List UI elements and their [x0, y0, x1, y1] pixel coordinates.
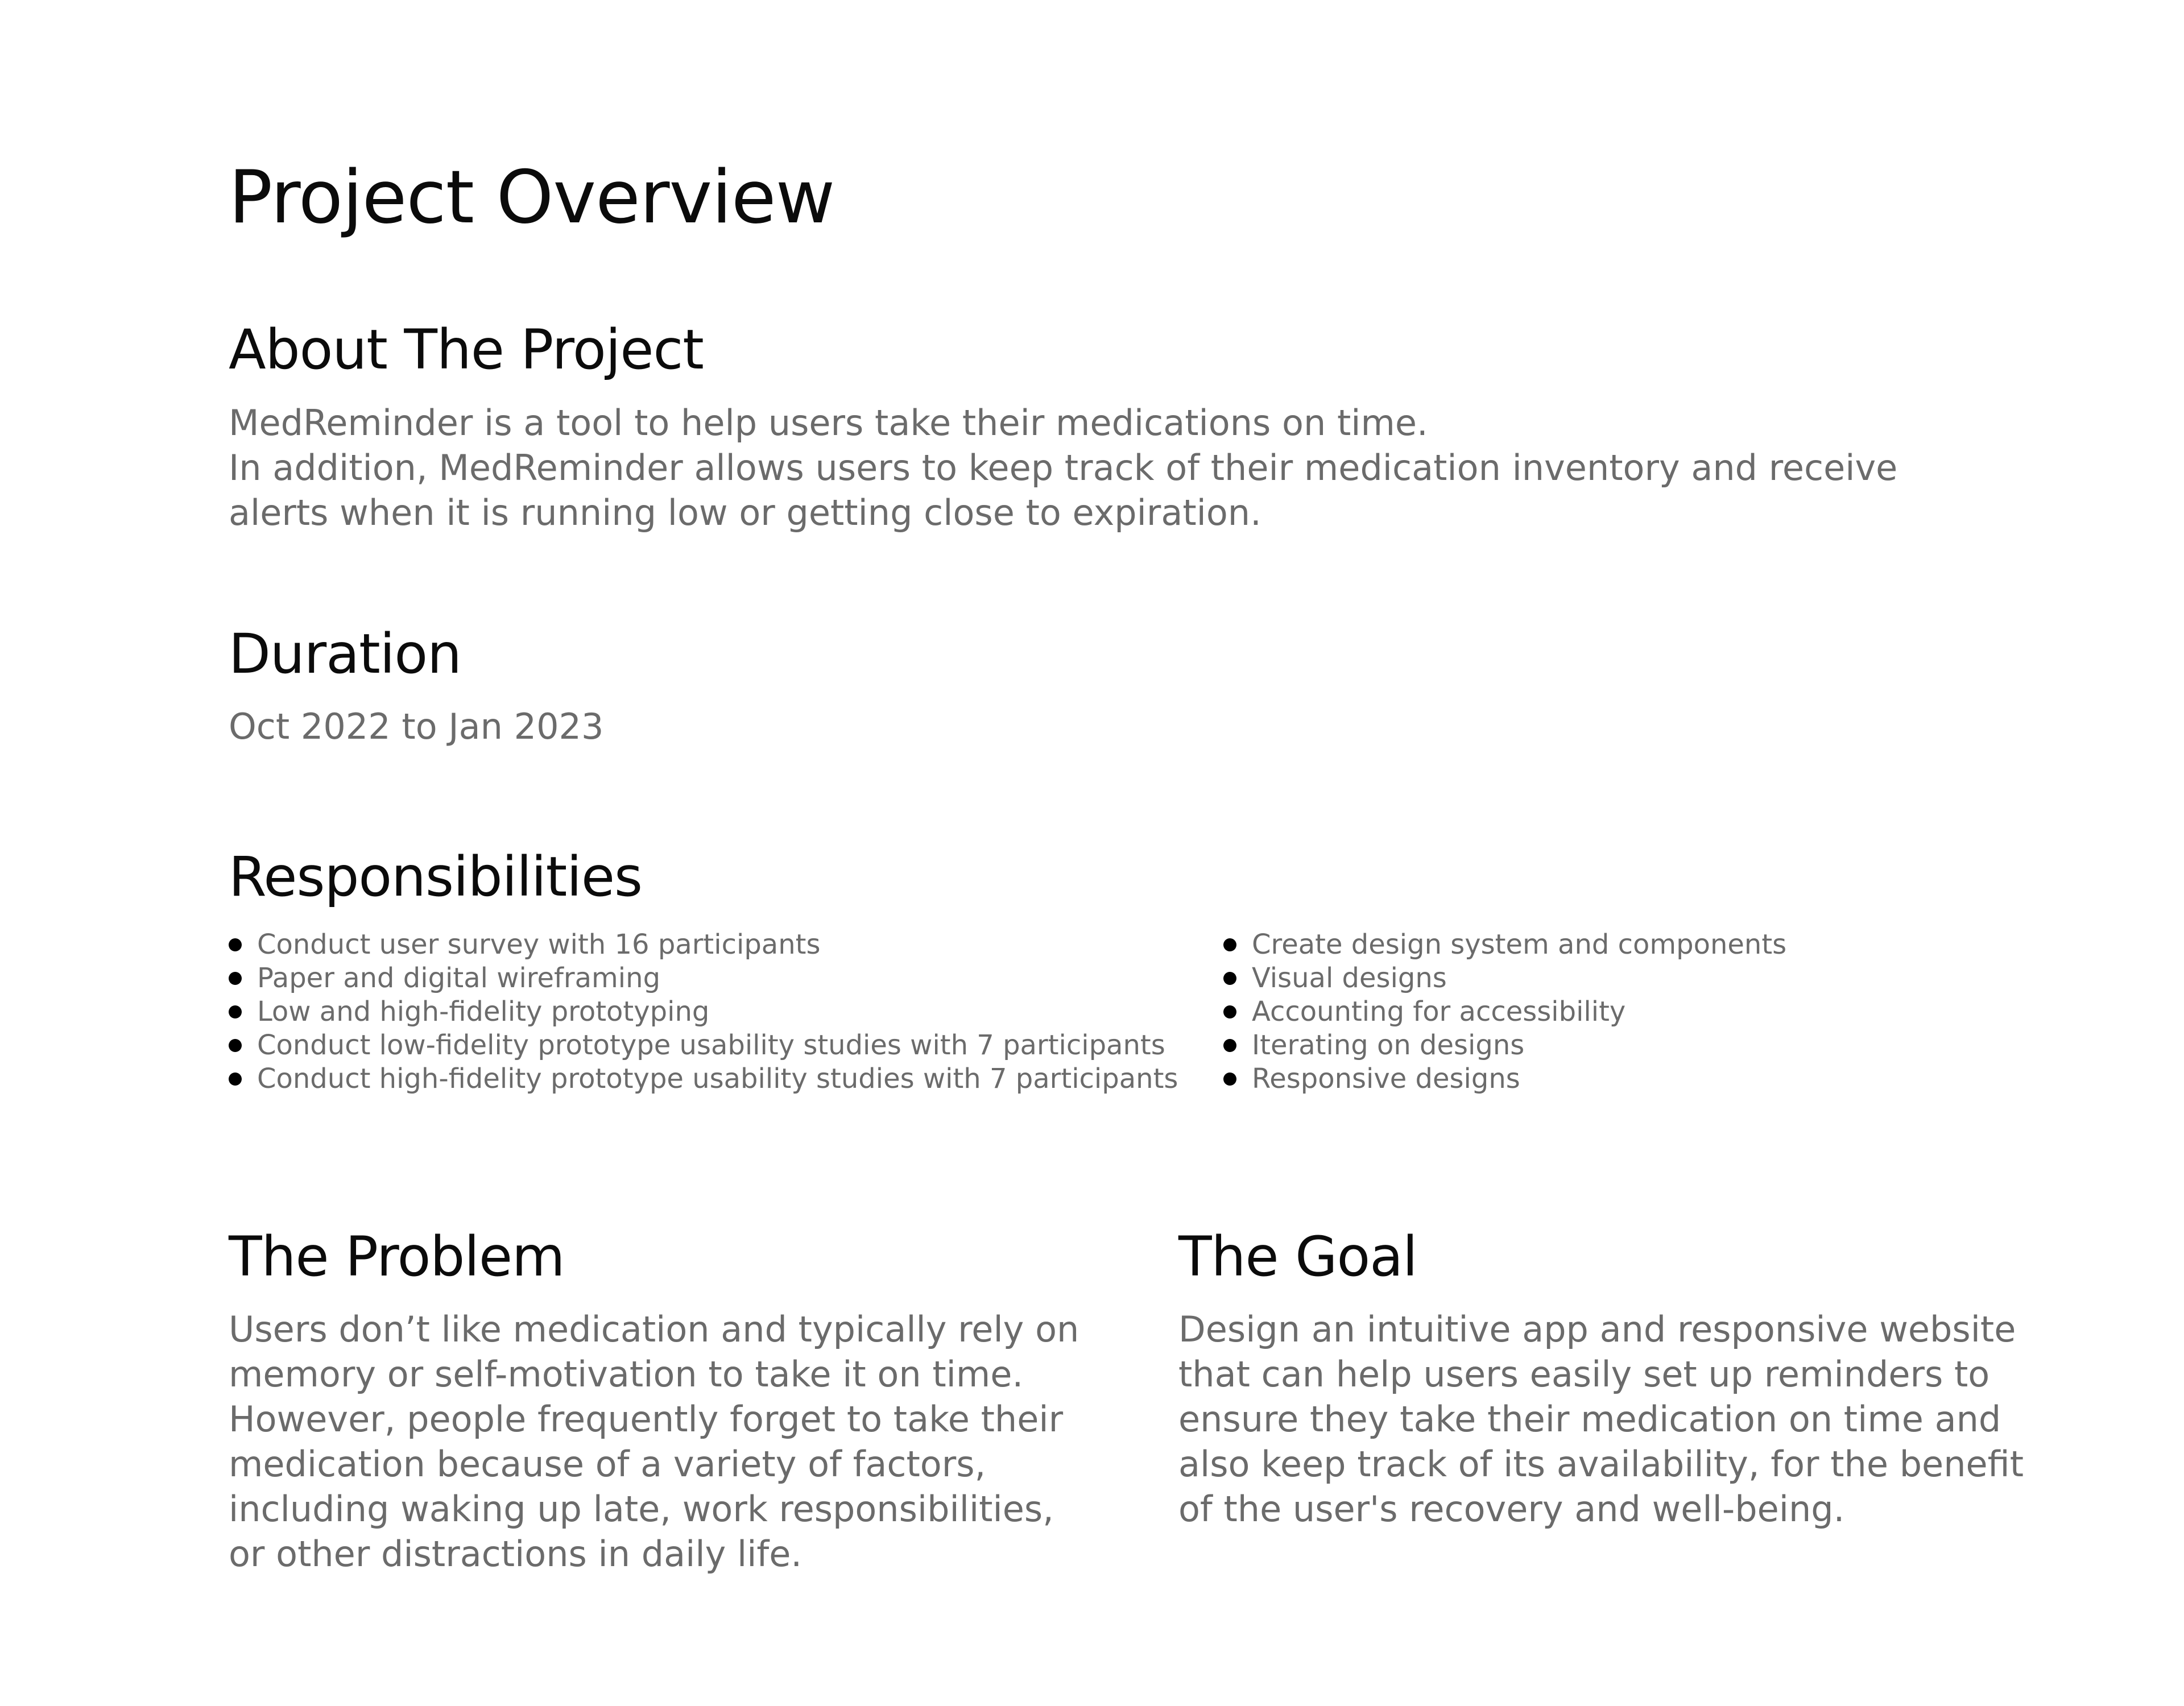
goal-heading: The Goal	[1178, 1225, 1417, 1289]
list-item: Conduct low-fidelity prototype usability studies with 7 participants	[229, 1029, 1178, 1062]
problem-text: Users don’t like medication and typically rely on memory or self-motivation to take it on time. However, people frequently forget to take their medication because of a variety of factors, including waking up late, work responsibilities, or other distractions in daily life.	[229, 1309, 1079, 1575]
list-item: Low and high-fidelity prototyping	[229, 995, 1178, 1029]
bullet-icon	[229, 1073, 242, 1086]
responsibilities-list-left	[229, 928, 1178, 1096]
bullet-icon	[229, 1039, 242, 1052]
list-item: Iterating on designs	[1223, 1029, 1786, 1062]
duration-heading: Duration	[229, 622, 461, 686]
bullet-icon	[229, 972, 242, 985]
about-paragraph-2: In addition, MedReminder allows users to keep track of their medication inventory and receive alerts when it is running low or getting close to expiration.	[229, 447, 1898, 533]
problem-heading: The Problem	[229, 1225, 565, 1289]
bullet-icon	[229, 938, 242, 951]
about-paragraph-1: MedReminder is a tool to help users take their medications on time.	[229, 402, 1428, 444]
responsibilities-list-right	[1223, 928, 1786, 1096]
list-item: Conduct user survey with 16 participants	[229, 928, 1178, 962]
duration-value: Oct 2022 to Jan 2023	[229, 706, 604, 747]
bullet-icon	[1223, 1005, 1236, 1018]
list-item: Visual designs	[1223, 962, 1786, 995]
bullet-icon	[1223, 1073, 1236, 1086]
list-item: Responsive designs	[1223, 1062, 1786, 1096]
list-item: Conduct high-fidelity prototype usability studies with 7 participants	[229, 1062, 1178, 1096]
bullet-icon	[1223, 1039, 1236, 1052]
responsibilities-heading: Responsibilities	[229, 845, 643, 909]
goal-text: Design an intuitive app and responsive website that can help users easily set up reminders to ensure they take their medication on time and also keep track of its availability, for the benefit of the user's recovery and well-being.	[1178, 1309, 2024, 1530]
list-item: Accounting for accessibility	[1223, 995, 1786, 1029]
about-heading: About The Project	[229, 318, 704, 382]
bullet-icon	[1223, 938, 1236, 951]
page-title: Project Overview	[229, 155, 835, 240]
list-item: Create design system and components	[1223, 928, 1786, 962]
about-text	[229, 400, 1935, 535]
list-item: Paper and digital wireframing	[229, 962, 1178, 995]
bullet-icon	[1223, 972, 1236, 985]
bullet-icon	[229, 1005, 242, 1018]
